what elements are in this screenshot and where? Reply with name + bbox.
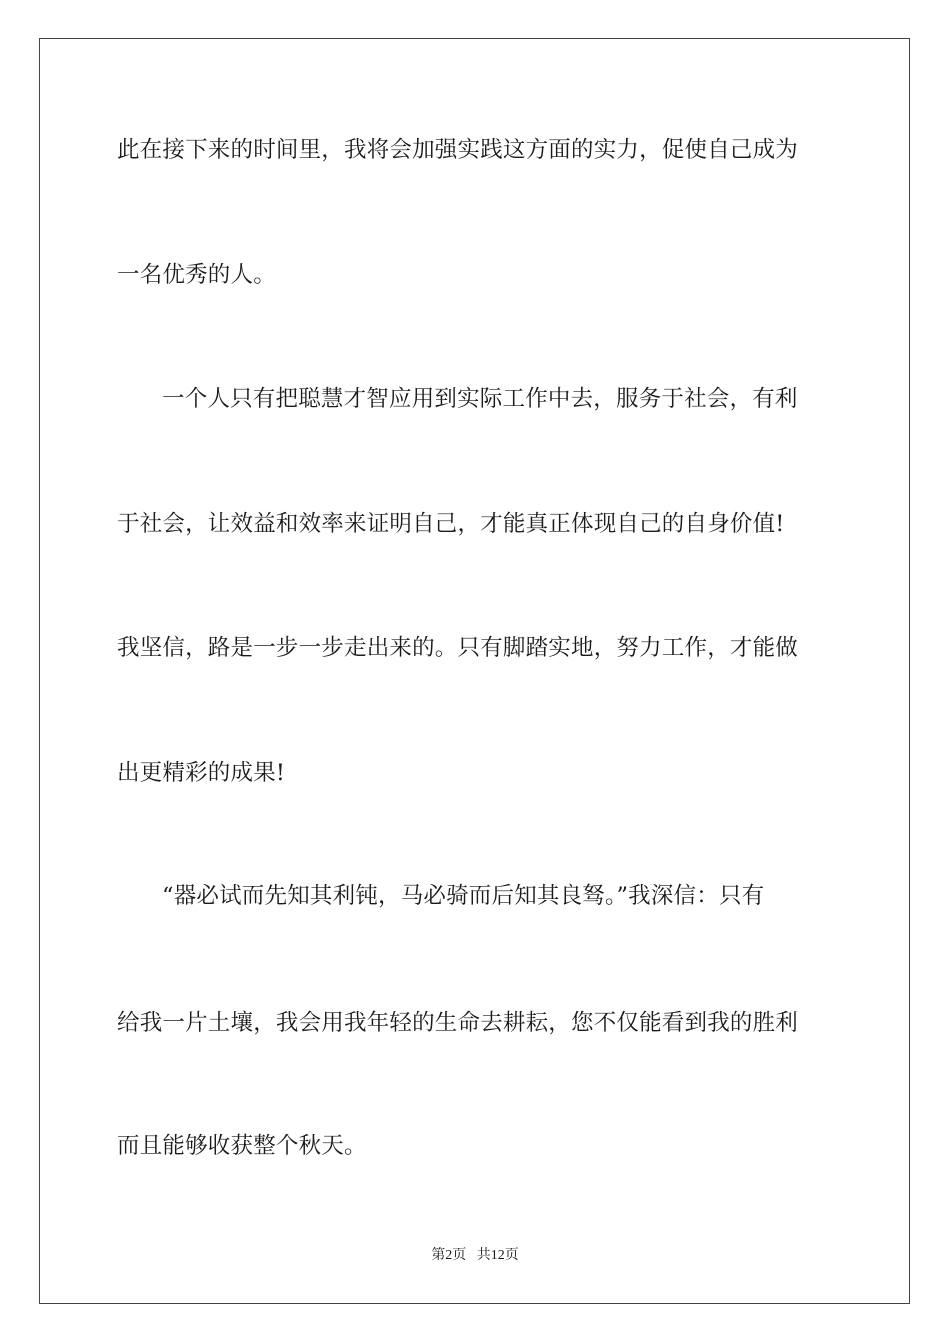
page-number: 第2页 共12页 <box>431 1248 519 1263</box>
text-line: 一个人只有把聪慧才智应用到实际工作中去，服务于社会，有利 <box>162 386 798 412</box>
text-line: 一名优秀的人。 <box>117 262 276 288</box>
text-line: 给我一片土壤，我会用我年轻的生命去耕耘，您不仅能看到我的胜利 <box>117 1010 799 1036</box>
text-line: 此在接下来的时间里，我将会加强实践这方面的实力，促使自己成为 <box>117 137 799 163</box>
text-line: 于社会，让效益和效率来证明自己，才能真正体现自己的自身价值! <box>117 511 785 537</box>
text-line: 而且能够收获整个秋天。 <box>117 1133 367 1159</box>
text-line: 出更精彩的成果! <box>117 760 286 786</box>
page-border <box>39 38 910 1304</box>
text-line: “器必试而先知其利钝，马必骑而后知其良驽。”我深信：只有 <box>162 883 765 909</box>
text-line: 我坚信，路是一步一步走出来的。只有脚踏实地，努力工作，才能做 <box>117 635 799 661</box>
